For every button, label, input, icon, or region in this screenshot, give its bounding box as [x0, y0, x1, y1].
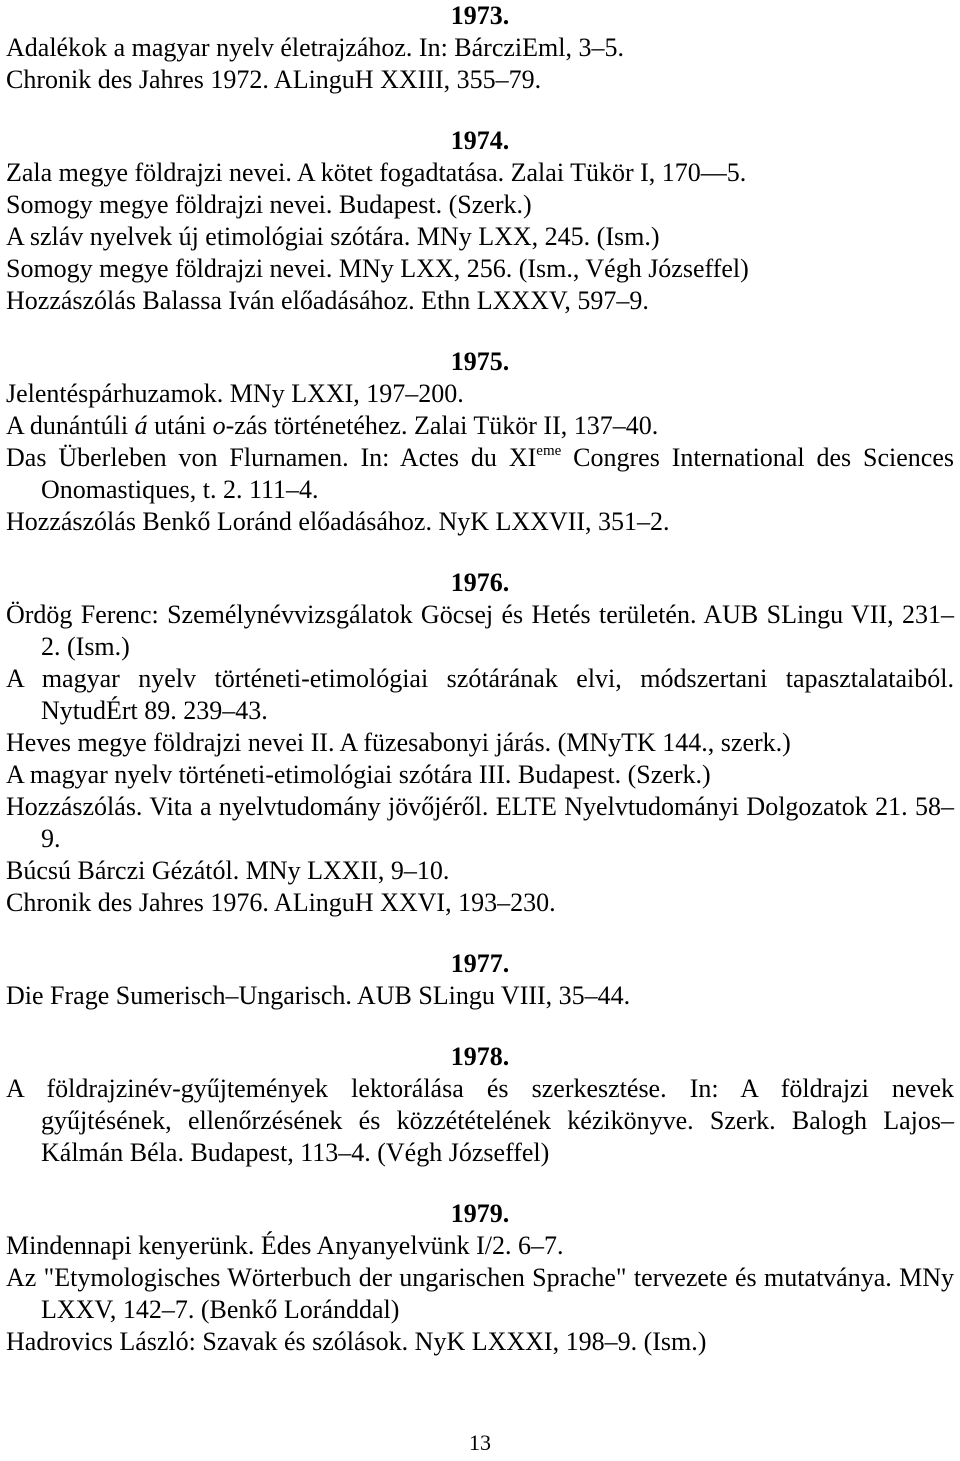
- entry-text: A dunántúli: [6, 411, 135, 440]
- year-heading: 1976.: [450, 568, 510, 597]
- bibliography-entry: Somogy megye földrajzi nevei. MNy LXX, 256. (Ism., Végh Józseffel): [6, 254, 749, 283]
- section-1978: [6, 1041, 954, 1169]
- bibliography-entry: Hozzászólás Balassa Iván előadásához. Ethn LXXXV, 597–9.: [6, 286, 649, 315]
- italic-letter: á: [134, 411, 148, 440]
- year-heading: 1975.: [450, 347, 510, 376]
- entry-text: Das Überleben von Flurnamen. In: Actes du XI: [6, 443, 537, 472]
- bibliography-entry: A szláv nyelvek új etimológiai szótára. MNy LXX, 245. (Ism.): [6, 222, 660, 251]
- bibliography-entry: Hadrovics László: Szavak és szólások. NyK LXXXI, 198–9. (Ism.): [6, 1327, 707, 1356]
- bibliography-entry: A magyar nyelv történeti-etimológiai szótára III. Budapest. (Szerk.): [6, 760, 711, 789]
- bibliography-entry: Az "Etymologisches Wörterbuch der ungarischen Sprache" tervezete és mutatványa. MNy LXXV, 142–7. (Benkő Loránddal): [6, 1263, 954, 1324]
- entry-text: utáni: [147, 411, 213, 440]
- bibliography-entry: Chronik des Jahres 1972. ALinguH XXIII, 355–79.: [6, 65, 542, 94]
- section-1974: [6, 125, 954, 317]
- superscript: eme: [536, 443, 562, 459]
- bibliography-entry: A földrajzinév-gyűjtemények lektorálása és szerkesztése. In: A földrajzi nevek gyűjtésének, ellenőrzésének és közzétételének kézikönyve. Szerk. Balogh Lajos–Kálmán Béla. Budapest, 113–4. (Végh Józseffel): [6, 1074, 954, 1167]
- section-1979: [6, 1198, 954, 1358]
- italic-letter: o: [212, 411, 226, 440]
- year-heading: 1978.: [450, 1042, 510, 1071]
- bibliography-page: [6, 0, 954, 1358]
- bibliography-entry: Zala megye földrajzi nevei. A kötet fogadtatása. Zalai Tükör I, 170—5.: [6, 158, 747, 187]
- bibliography-entry: A magyar nyelv történeti-etimológiai szótárának elvi, módszertani tapasztalataiból. NytudÉrt 89. 239–43.: [6, 664, 954, 725]
- bibliography-entry: Somogy megye földrajzi nevei. Budapest. (Szerk.): [6, 190, 532, 219]
- bibliography-entry: Adalékok a magyar nyelv életrajzához. In: BárcziEml, 3–5.: [6, 33, 624, 62]
- year-heading: 1973.: [450, 1, 510, 30]
- bibliography-entry: Hozzászólás. Vita a nyelvtudomány jövőjéről. ELTE Nyelvtudományi Dolgozatok 21. 58–9.: [6, 792, 954, 853]
- section-1975: [6, 346, 954, 538]
- section-1976: [6, 567, 954, 919]
- section-1977: [6, 948, 954, 1012]
- bibliography-entry: [6, 410, 954, 442]
- page-number: 13: [469, 1430, 491, 1455]
- year-heading: 1979.: [450, 1199, 510, 1228]
- bibliography-entry: Ördög Ferenc: Személynévvizsgálatok Göcsej és Hetés területén. AUB SLingu VII, 231–2. (Ism.): [6, 600, 954, 661]
- year-heading: 1977.: [450, 949, 510, 978]
- entry-text: -zás történetéhez. Zalai Tükör II, 137–40.: [225, 411, 659, 440]
- bibliography-entry: Heves megye földrajzi nevei II. A füzesabonyi járás. (MNyTK 144., szerk.): [6, 728, 791, 757]
- bibliography-entry: [6, 442, 954, 506]
- year-heading: 1974.: [450, 126, 510, 155]
- section-1973: [6, 0, 954, 96]
- bibliography-entry: Hozzászólás Benkő Loránd előadásához. NyK LXXVII, 351–2.: [6, 507, 670, 536]
- bibliography-entry: Mindennapi kenyerünk. Édes Anyanyelvünk I/2. 6–7.: [6, 1231, 564, 1260]
- bibliography-entry: Chronik des Jahres 1976. ALinguH XXVI, 193–230.: [6, 888, 556, 917]
- bibliography-entry: Búcsú Bárczi Gézától. MNy LXXII, 9–10.: [6, 856, 450, 885]
- entry-text: Congres International des Sciences Onomastiques, t. 2. 111–4.: [41, 443, 954, 504]
- bibliography-entry: Die Frage Sumerisch–Ungarisch. AUB SLingu VIII, 35–44.: [6, 981, 631, 1010]
- bibliography-entry: Jelentéspárhuzamok. MNy LXXI, 197–200.: [6, 379, 464, 408]
